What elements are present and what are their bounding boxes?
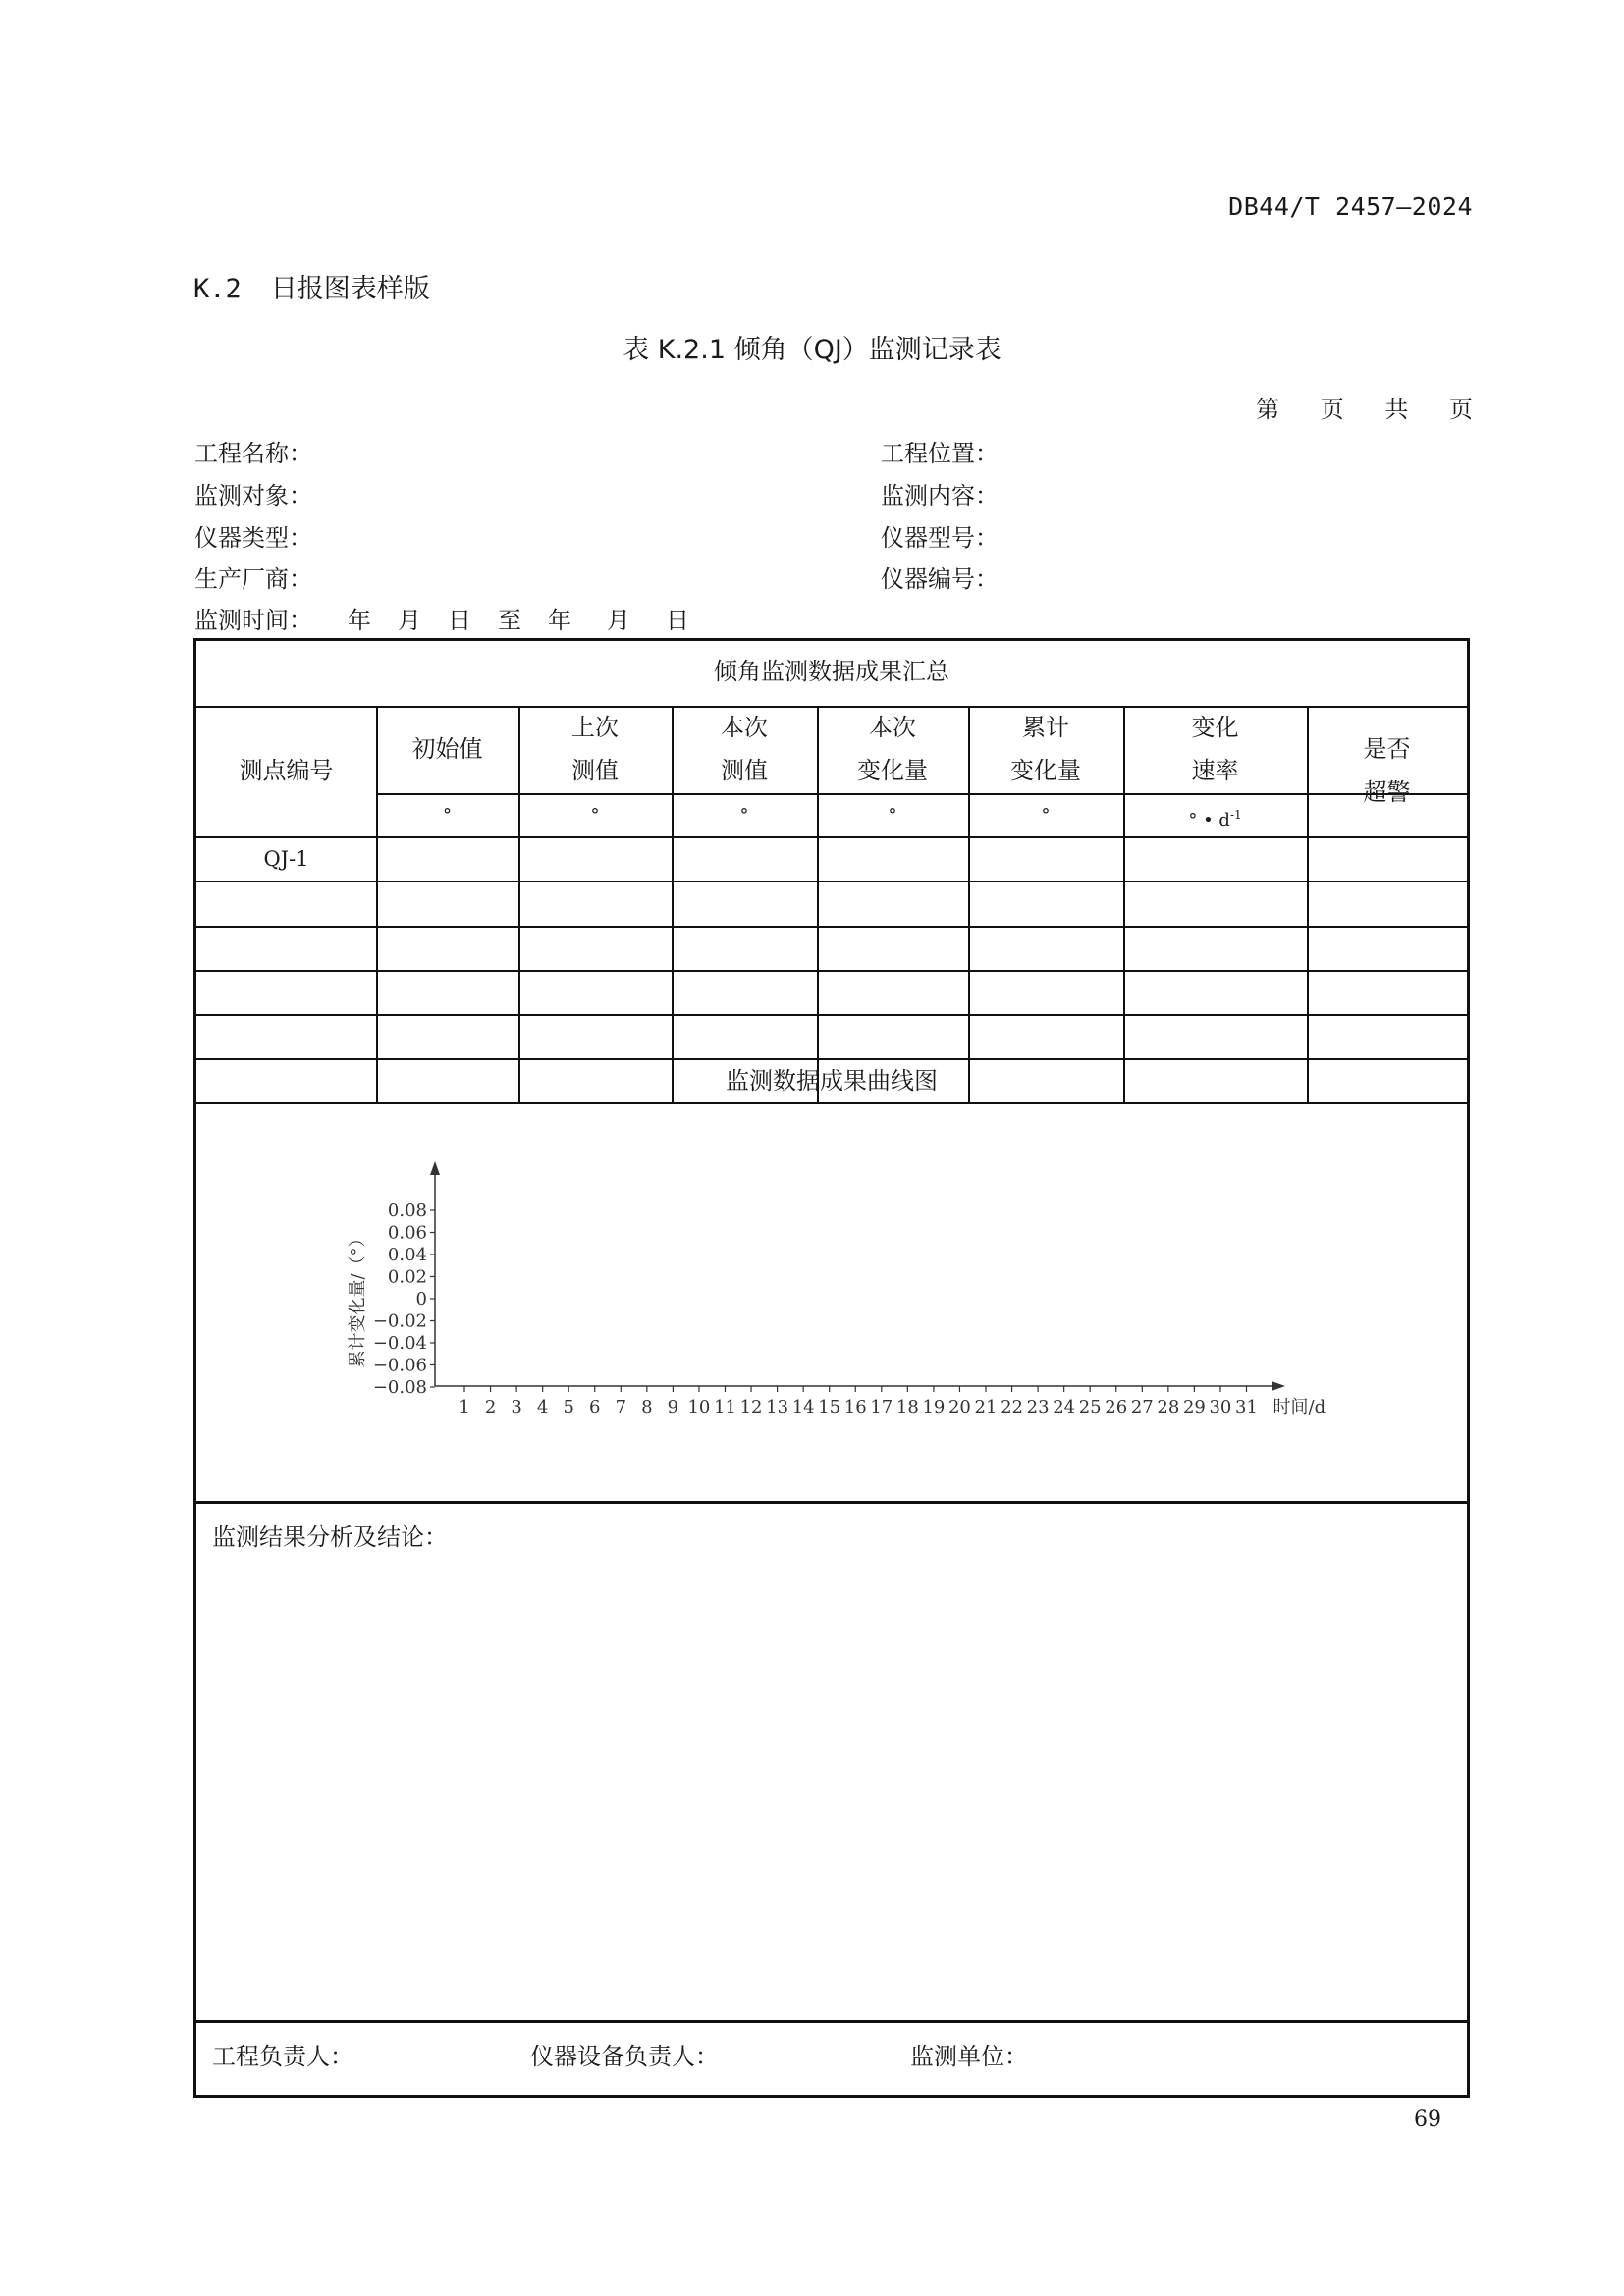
- time-unit: 月: [607, 607, 630, 634]
- header-initial: 初始值: [411, 735, 483, 763]
- x-tick-label: 29: [1182, 1397, 1206, 1417]
- y-tick-label: −0.06: [372, 1355, 427, 1376]
- time-unit: 日: [666, 607, 689, 634]
- monitor-record-form: [193, 638, 1470, 2098]
- standard-number: DB44/T 2457—2024: [1228, 192, 1473, 221]
- header-last-2: 测值: [571, 757, 619, 784]
- time-unit: 至: [498, 607, 521, 634]
- header-point-no: 测点编号: [239, 757, 334, 784]
- header-this-1: 本次: [721, 714, 768, 741]
- x-tick-label: 1: [459, 1397, 470, 1417]
- time-unit: 月: [398, 607, 421, 634]
- x-tick-label: 15: [818, 1397, 841, 1417]
- header-rate-1: 变化: [1191, 714, 1239, 741]
- x-tick-label: 8: [641, 1397, 653, 1417]
- header-alarm-2: 超警: [1363, 778, 1411, 806]
- summary-title: 倾角监测数据成果汇总: [714, 658, 949, 685]
- y-tick-label: 0.06: [387, 1222, 427, 1244]
- x-tick-label: 12: [739, 1397, 763, 1417]
- x-tick-label: 7: [615, 1397, 627, 1417]
- x-tick-label: 28: [1157, 1397, 1180, 1417]
- unit-last: °: [590, 805, 600, 826]
- x-tick-label: 6: [589, 1397, 601, 1417]
- y-axis-label: 累计变化量/（°）: [348, 1229, 368, 1368]
- x-tick-label: 13: [766, 1397, 789, 1417]
- y-tick-label: −0.02: [372, 1310, 427, 1332]
- section-number: K.2: [193, 274, 242, 304]
- rule: [196, 2020, 1467, 2023]
- unit-rate: [1123, 794, 1307, 841]
- curve-section-title: 监测数据成果曲线图: [726, 1067, 938, 1095]
- x-tick-label: 30: [1209, 1397, 1232, 1417]
- equipment-lead-label: 仪器设备负责人：: [530, 2043, 719, 2070]
- header-last-1: 上次: [571, 714, 619, 741]
- monitor-content-label: 监测内容：: [881, 482, 999, 509]
- y-tick-label: 0.02: [387, 1266, 427, 1288]
- monitor-time-label: 监测时间：: [194, 607, 312, 634]
- x-tick-label: 22: [1001, 1397, 1024, 1417]
- x-tick-label: 5: [563, 1397, 574, 1417]
- instrument-number-label: 仪器编号：: [881, 565, 999, 593]
- page-number: 69: [1414, 2108, 1441, 2132]
- page-info: 第 页 共 页: [1256, 396, 1473, 423]
- x-tick-label: 26: [1105, 1397, 1128, 1417]
- x-tick-label: 21: [974, 1397, 998, 1417]
- project-location-label: 工程位置：: [881, 440, 999, 467]
- monitor-unit-label: 监测单位：: [910, 2043, 1028, 2070]
- table-title: 表 K.2.1 倾角（QJ）监测记录表: [623, 335, 1001, 365]
- time-unit: 年: [348, 607, 371, 634]
- x-tick-label: 16: [843, 1397, 867, 1417]
- cumulative-change-chart: [196, 1104, 1467, 1497]
- x-tick-label: 17: [870, 1397, 893, 1417]
- project-lead-label: 工程负责人：: [212, 2043, 353, 2070]
- header-this-change-2: 变化量: [857, 757, 928, 784]
- rule: [196, 926, 1467, 928]
- y-tick-label: 0: [415, 1289, 427, 1309]
- rule: [196, 881, 1467, 882]
- time-unit: 年: [548, 607, 571, 634]
- instrument-model-label: 仪器型号：: [881, 524, 999, 552]
- x-tick-label: 31: [1235, 1397, 1258, 1417]
- manufacturer-label: 生产厂商：: [194, 565, 312, 593]
- monitor-object-label: 监测对象：: [194, 482, 312, 509]
- y-tick-label: −0.08: [372, 1377, 427, 1398]
- x-tick-label: 23: [1026, 1397, 1050, 1417]
- unit-initial: °: [443, 805, 452, 826]
- x-tick-label: 9: [667, 1397, 679, 1417]
- unit-rate-exponent: -1: [1229, 808, 1242, 822]
- section-title: 日报图表样版: [270, 274, 430, 304]
- rule: [196, 970, 1467, 972]
- header-this-change-1: 本次: [869, 714, 916, 741]
- header-this-2: 测值: [721, 757, 768, 784]
- project-name-label: 工程名称：: [194, 440, 312, 467]
- y-tick-label: 0.04: [387, 1245, 427, 1265]
- monitor-time-row: [194, 601, 716, 635]
- x-tick-label: 10: [687, 1397, 711, 1417]
- x-tick-label: 14: [791, 1397, 815, 1417]
- instrument-type-label: 仪器类型：: [194, 524, 312, 552]
- unit-this: °: [739, 805, 749, 826]
- unit-rate-base: ° • d: [1188, 810, 1230, 830]
- x-tick-label: 20: [947, 1397, 971, 1417]
- analysis-label: 监测结果分析及结论：: [212, 1523, 448, 1551]
- rule: [196, 1501, 1467, 1504]
- y-axis-arrow: [430, 1161, 440, 1175]
- x-tick-label: 24: [1053, 1397, 1076, 1417]
- header-rate-2: 速率: [1191, 757, 1239, 784]
- y-tick-label: −0.04: [372, 1333, 427, 1354]
- x-tick-label: 3: [511, 1397, 522, 1417]
- x-tick-label: 19: [922, 1397, 946, 1417]
- rule: [196, 1014, 1467, 1016]
- unit-cum-change: °: [1041, 805, 1051, 826]
- header-cum-1: 累计: [1022, 714, 1069, 741]
- x-tick-label: 18: [895, 1397, 919, 1417]
- header-alarm-1: 是否: [1363, 735, 1411, 763]
- header-cum-2: 变化量: [1010, 757, 1081, 784]
- table-row-point-no: QJ-1: [263, 847, 309, 871]
- x-axis-label: 时间/d: [1272, 1397, 1326, 1417]
- section-heading: [193, 267, 430, 305]
- x-tick-label: 11: [714, 1397, 736, 1417]
- y-tick-label: 0.08: [387, 1201, 427, 1221]
- unit-this-change: °: [888, 805, 897, 826]
- time-unit: 日: [448, 607, 471, 634]
- x-tick-label: 4: [536, 1397, 549, 1417]
- x-tick-label: 25: [1078, 1397, 1102, 1417]
- x-tick-label: 27: [1130, 1397, 1154, 1417]
- x-axis-arrow: [1272, 1381, 1285, 1391]
- x-tick-label: 2: [484, 1397, 497, 1417]
